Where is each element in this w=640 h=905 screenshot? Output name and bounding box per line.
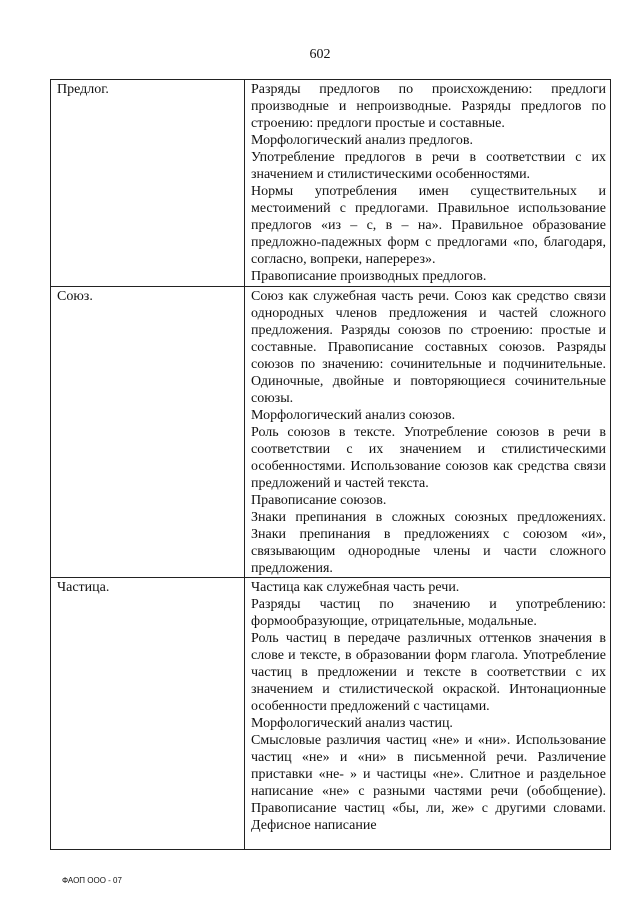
content-paragraph: Разряды предлогов по происхождению: предлоги производные и непроизводные. Разряды предлогов по строению: предлоги простые и составные. — [251, 82, 606, 131]
table-row — [51, 287, 611, 578]
content-paragraph: Морфологический анализ союзов. — [251, 408, 456, 423]
content-paragraph: Роль союзов в тексте. Употребление союзов в речи в соответствии с их значением и стилистическими особенностями. Использование союзов как средства связи предложений и частей текста. — [251, 425, 606, 491]
content-paragraph: Знаки препинания в сложных союзных предложениях. Знаки препинания в предложениях с союзом «и», связывающим однородные члены и части сложного предложения. — [251, 510, 606, 576]
content-paragraph: Союз как служебная часть речи. Союз как средство связи однородных членов предложения и частей сложного предложения. Разряды союзов по строению: простые и составные. Правописание составных союзов. Разряды союзов по значению: сочинительные и подчинительные. Одиночные, двойные и повторяющиеся сочинительные союзы. — [251, 289, 606, 406]
table-row — [51, 80, 611, 287]
content-paragraph: Правописание производных предлогов. — [251, 269, 487, 284]
content-paragraph: Правописание союзов. — [251, 493, 387, 508]
content-paragraph: Нормы употребления имен существительных и местоимений с предлогами. Правильное использование предлогов «из – с, в – на». Правильное образование предложно-падежных форм с предлогами «по, благодаря, согласно, вопреки, наперерез». — [251, 184, 606, 267]
document-footer: ФАОП ООО - 07 — [62, 876, 122, 885]
topic-cell: Союз. — [51, 287, 245, 578]
table-row — [51, 578, 611, 850]
content-paragraph: Морфологический анализ предлогов. — [251, 133, 473, 148]
content-paragraph: Смысловые различия частиц «не» и «ни». Использование частиц «не» и «ни» в письменной речи. Различение приставки «не- » и частицы «не». Слитное и раздельное написание «не» с разными частями речи (обобщение). Правописание частиц «бы, ли, же» с другими словами. Дефисное написание — [251, 733, 606, 833]
page-number: 602 — [309, 47, 331, 62]
content-cell — [245, 80, 611, 287]
curriculum-table — [50, 79, 611, 850]
content-paragraph: Разряды частиц по значению и употреблению: формообразующие, отрицательные, модальные. — [251, 597, 606, 629]
content-paragraph: Роль частиц в передаче различных оттенков значения в слове и тексте, в образовании форм глагола. Употребление частиц в предложении и тексте в соответствии с их значением и стилистической окраской. Интонационные особенности предложений с частицами. — [251, 631, 606, 714]
content-cell — [245, 578, 611, 850]
content-paragraph: Частица как служебная часть речи. — [251, 580, 460, 595]
topic-cell: Частица. — [51, 578, 245, 850]
content-cell — [245, 287, 611, 578]
content-paragraph: Употребление предлогов в речи в соответствии с их значением и стилистическими особенностями. — [251, 150, 606, 182]
topic-cell: Предлог. — [51, 80, 245, 287]
content-paragraph: Морфологический анализ частиц. — [251, 716, 453, 731]
